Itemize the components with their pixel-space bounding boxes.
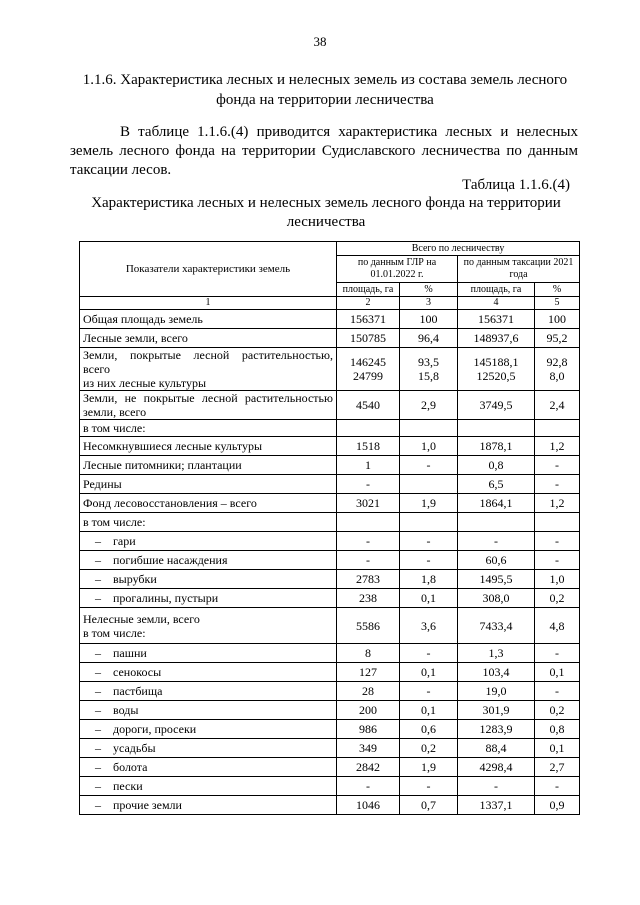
value-cell-c5 xyxy=(535,420,580,437)
value-cell-c4 xyxy=(458,348,535,391)
row-label: сенокосы xyxy=(113,665,162,679)
row-label-cell xyxy=(80,329,337,348)
value-cell-c5: 0,2 xyxy=(535,701,580,720)
row-label: Земли, покрытые лесной растительностью, всего xyxy=(83,348,333,376)
value-cell-c5: - xyxy=(535,475,580,494)
table-row xyxy=(80,532,580,551)
value-cell-c5: 100 xyxy=(535,310,580,329)
value-cell-c3: 0,7 xyxy=(400,796,458,815)
value-cell-c2: 2783 xyxy=(337,570,400,589)
row-label: Фонд лесовосстановления – всего xyxy=(83,496,257,510)
value-cell-c2: - xyxy=(337,475,400,494)
value-cell-c5: 1,2 xyxy=(535,437,580,456)
value-cell-c5 xyxy=(535,513,580,532)
dash-marker: – xyxy=(95,572,101,586)
value-cell-c3: - xyxy=(400,777,458,796)
value-cell-c4 xyxy=(458,608,535,644)
value-cell-c3: 0,6 xyxy=(400,720,458,739)
value-cell-c5: - xyxy=(535,532,580,551)
header-percent-glr: % xyxy=(400,283,458,297)
cell-value: 7433,4 xyxy=(479,618,513,633)
value-cell-c3: - xyxy=(400,644,458,663)
header-area-glr: площадь, га xyxy=(337,283,400,297)
land-characteristics-table xyxy=(79,241,580,815)
value-cell-c5: 1,0 xyxy=(535,570,580,589)
value-cell-c3 xyxy=(400,420,458,437)
table-row xyxy=(80,644,580,663)
row-label-cell xyxy=(80,608,337,644)
table-row xyxy=(80,739,580,758)
table-row xyxy=(80,608,580,644)
row-label: пески xyxy=(113,779,143,793)
value-cell-c2 xyxy=(337,348,400,391)
value-cell-c4: 0,8 xyxy=(458,456,535,475)
dash-marker: – xyxy=(95,534,101,548)
row-label: воды xyxy=(113,703,139,717)
cell-value: 146245 xyxy=(350,355,386,369)
table-row xyxy=(80,513,580,532)
value-cell-c3: 2,9 xyxy=(400,391,458,420)
value-cell-c2: 1518 xyxy=(337,437,400,456)
value-cell-c4: 1,3 xyxy=(458,644,535,663)
row-label-cell xyxy=(80,644,337,663)
value-cell-c2: 150785 xyxy=(337,329,400,348)
row-label: в том числе: xyxy=(83,421,146,435)
dash-marker: – xyxy=(95,722,101,736)
row-label: прочие земли xyxy=(113,798,182,812)
dash-marker: – xyxy=(95,684,101,698)
cell-value: 12520,5 xyxy=(476,369,516,383)
table-row xyxy=(80,437,580,456)
value-cell-c2: 8 xyxy=(337,644,400,663)
value-cell-c4: 1878,1 xyxy=(458,437,535,456)
value-cell-c3: 1,9 xyxy=(400,494,458,513)
row-label: Нелесные земли, всего xyxy=(83,611,200,626)
page-number: 38 xyxy=(313,34,327,49)
dash-marker: – xyxy=(95,553,101,567)
value-cell-c2 xyxy=(337,608,400,644)
value-cell-c4: 88,4 xyxy=(458,739,535,758)
row-label-cell xyxy=(80,437,337,456)
row-label: гари xyxy=(113,534,136,548)
table-row xyxy=(80,570,580,589)
value-cell-c5: 2,7 xyxy=(535,758,580,777)
value-cell-c4: 1864,1 xyxy=(458,494,535,513)
table-row xyxy=(80,551,580,570)
value-cell-c5: 0,8 xyxy=(535,720,580,739)
value-cell-c3: - xyxy=(400,532,458,551)
row-label: Лесные питомники; плантации xyxy=(83,458,242,472)
intro-paragraph xyxy=(70,123,578,180)
intro-paragraph-text: В таблице 1.1.6.(4) приводится характеристика лесных и нелесных земель лесного фонда на территории Судиславского лесничества по данным таксации лесов. xyxy=(70,124,578,178)
table-row xyxy=(80,682,580,701)
value-cell-c2: 238 xyxy=(337,589,400,608)
value-cell-c4: 148937,6 xyxy=(458,329,535,348)
value-cell-c4: 301,9 xyxy=(458,701,535,720)
row-label: дороги, просеки xyxy=(113,722,197,736)
table-row xyxy=(80,663,580,682)
table-row xyxy=(80,758,580,777)
value-cell-c5: - xyxy=(535,456,580,475)
cell-value: 4,8 xyxy=(549,618,565,633)
row-label: Общая площадь земель xyxy=(83,312,203,326)
value-cell-c4: 156371 xyxy=(458,310,535,329)
header-area-taks: площадь, га xyxy=(458,283,535,297)
value-cell-c2: 986 xyxy=(337,720,400,739)
table-row xyxy=(80,796,580,815)
col-number-5: 5 xyxy=(535,297,580,310)
section-title: 1.1.6. Характеристика лесных и нелесных земель из состава земель лесного фонда на территории лесничества xyxy=(82,72,568,108)
value-cell-c5: 95,2 xyxy=(535,329,580,348)
cell-value: 24799 xyxy=(353,369,383,383)
cell-value: 93,5 xyxy=(418,355,439,369)
value-cell-c3: - xyxy=(400,682,458,701)
dash-marker: – xyxy=(95,646,101,660)
table-row xyxy=(80,589,580,608)
value-cell-c4: 1283,9 xyxy=(458,720,535,739)
cell-value: 5586 xyxy=(356,618,380,633)
value-cell-c2: - xyxy=(337,777,400,796)
value-cell-c5: 0,1 xyxy=(535,663,580,682)
row-label-cell xyxy=(80,796,337,815)
row-label-cell xyxy=(80,663,337,682)
row-label: Несомкнувшиеся лесные культуры xyxy=(83,439,263,453)
row-label-cell xyxy=(80,475,337,494)
value-cell-c4: 308,0 xyxy=(458,589,535,608)
value-cell-c2 xyxy=(337,420,400,437)
value-cell-c4: 103,4 xyxy=(458,663,535,682)
table-row xyxy=(80,720,580,739)
row-label-cell xyxy=(80,348,337,391)
value-cell-c2: - xyxy=(337,532,400,551)
value-cell-c5: - xyxy=(535,551,580,570)
value-cell-c2: 127 xyxy=(337,663,400,682)
row-label-cell xyxy=(80,739,337,758)
value-cell-c2: 200 xyxy=(337,701,400,720)
value-cell-c3: 100 xyxy=(400,310,458,329)
col-number-1: 1 xyxy=(80,297,337,310)
row-label: усадьбы xyxy=(113,741,156,755)
value-cell-c4: 60,6 xyxy=(458,551,535,570)
dash-marker: – xyxy=(95,779,101,793)
cell-value: 3,6 xyxy=(421,618,436,633)
value-cell-c4: 4298,4 xyxy=(458,758,535,777)
value-cell-c3: 1,9 xyxy=(400,758,458,777)
row-label: в том числе: xyxy=(83,625,146,640)
cell-value: 15,8 xyxy=(418,369,439,383)
table-row xyxy=(80,348,580,391)
header-glr: по данным ГЛР на 01.01.2022 г. xyxy=(337,256,458,283)
value-cell-c2: - xyxy=(337,551,400,570)
value-cell-c3: 0,1 xyxy=(400,701,458,720)
header-total: Всего по лесничеству xyxy=(337,242,580,256)
row-label-cell xyxy=(80,551,337,570)
row-label-cell xyxy=(80,532,337,551)
value-cell-c2: 1046 xyxy=(337,796,400,815)
value-cell-c3 xyxy=(400,608,458,644)
row-label-cell xyxy=(80,758,337,777)
header-percent-taks: % xyxy=(535,283,580,297)
value-cell-c4: 1495,5 xyxy=(458,570,535,589)
value-cell-c3: 1,0 xyxy=(400,437,458,456)
value-cell-c4: 1337,1 xyxy=(458,796,535,815)
row-label: Редины xyxy=(83,477,122,491)
value-cell-c3: - xyxy=(400,456,458,475)
header-taks: по данным таксации 2021 года xyxy=(458,256,580,283)
row-label-cell xyxy=(80,310,337,329)
value-cell-c5: 0,1 xyxy=(535,739,580,758)
value-cell-c4: - xyxy=(458,532,535,551)
value-cell-c3 xyxy=(400,348,458,391)
dash-marker: – xyxy=(95,703,101,717)
row-label: Земли, не покрытые лесной растительностью земли, всего xyxy=(83,391,333,419)
value-cell-c5: 0,9 xyxy=(535,796,580,815)
cell-value: 8,0 xyxy=(549,369,565,383)
value-cell-c3: 0,1 xyxy=(400,663,458,682)
row-label-cell xyxy=(80,777,337,796)
value-cell-c5: - xyxy=(535,682,580,701)
value-cell-c2: 2842 xyxy=(337,758,400,777)
row-label: прогалины, пустыри xyxy=(113,591,219,605)
row-label-cell xyxy=(80,701,337,720)
value-cell-c3: 0,1 xyxy=(400,589,458,608)
value-cell-c5 xyxy=(535,608,580,644)
row-label: из них лесные культуры xyxy=(83,376,207,390)
table-row xyxy=(80,701,580,720)
value-cell-c2: 28 xyxy=(337,682,400,701)
row-label-cell xyxy=(80,720,337,739)
table-row xyxy=(80,310,580,329)
value-cell-c3: 1,8 xyxy=(400,570,458,589)
row-label-cell xyxy=(80,391,337,420)
value-cell-c4: - xyxy=(458,777,535,796)
table-row xyxy=(80,329,580,348)
value-cell-c5: 1,2 xyxy=(535,494,580,513)
value-cell-c5: - xyxy=(535,777,580,796)
value-cell-c4: 19,0 xyxy=(458,682,535,701)
row-label: погибшие насаждения xyxy=(113,553,228,567)
table-row xyxy=(80,475,580,494)
row-label-cell xyxy=(80,682,337,701)
row-label: Лесные земли, всего xyxy=(83,331,188,345)
table-row xyxy=(80,777,580,796)
value-cell-c4: 3749,5 xyxy=(458,391,535,420)
row-label: вырубки xyxy=(113,572,157,586)
header-indicator: Показатели характеристики земель xyxy=(80,242,337,297)
dash-marker: – xyxy=(95,760,101,774)
table-row xyxy=(80,456,580,475)
value-cell-c2: 4540 xyxy=(337,391,400,420)
row-label-cell xyxy=(80,570,337,589)
value-cell-c2 xyxy=(337,513,400,532)
value-cell-c4 xyxy=(458,513,535,532)
cell-value: 92,8 xyxy=(546,355,568,369)
col-number-3: 3 xyxy=(400,297,458,310)
row-label: болота xyxy=(113,760,148,774)
value-cell-c5: 0,2 xyxy=(535,589,580,608)
value-cell-c3: 96,4 xyxy=(400,329,458,348)
value-cell-c4 xyxy=(458,420,535,437)
dash-marker: – xyxy=(95,665,101,679)
value-cell-c3: - xyxy=(400,551,458,570)
value-cell-c5: - xyxy=(535,644,580,663)
value-cell-c2: 156371 xyxy=(337,310,400,329)
value-cell-c2: 1 xyxy=(337,456,400,475)
dash-marker: – xyxy=(95,591,101,605)
row-label: пашни xyxy=(113,646,147,660)
value-cell-c3: 0,2 xyxy=(400,739,458,758)
table-row xyxy=(80,420,580,437)
value-cell-c3 xyxy=(400,513,458,532)
dash-marker: – xyxy=(95,741,101,755)
row-label-cell xyxy=(80,420,337,437)
row-label-cell xyxy=(80,456,337,475)
table-label: Таблица 1.1.6.(4) xyxy=(462,177,570,193)
col-number-4: 4 xyxy=(458,297,535,310)
row-label-cell xyxy=(80,589,337,608)
row-label: в том числе: xyxy=(83,515,146,529)
value-cell-c5 xyxy=(535,348,580,391)
col-number-2: 2 xyxy=(337,297,400,310)
cell-value: 145188,1 xyxy=(473,355,519,369)
dash-marker: – xyxy=(95,798,101,812)
row-label-cell xyxy=(80,513,337,532)
row-label: пастбища xyxy=(113,684,163,698)
row-label-cell xyxy=(80,494,337,513)
value-cell-c5: 2,4 xyxy=(535,391,580,420)
value-cell-c3 xyxy=(400,475,458,494)
table-row xyxy=(80,494,580,513)
value-cell-c2: 349 xyxy=(337,739,400,758)
table-row xyxy=(80,391,580,420)
value-cell-c4: 6,5 xyxy=(458,475,535,494)
table-title: Характеристика лесных и нелесных земель лесного фонда на территории лесничества xyxy=(91,195,561,230)
value-cell-c2: 3021 xyxy=(337,494,400,513)
